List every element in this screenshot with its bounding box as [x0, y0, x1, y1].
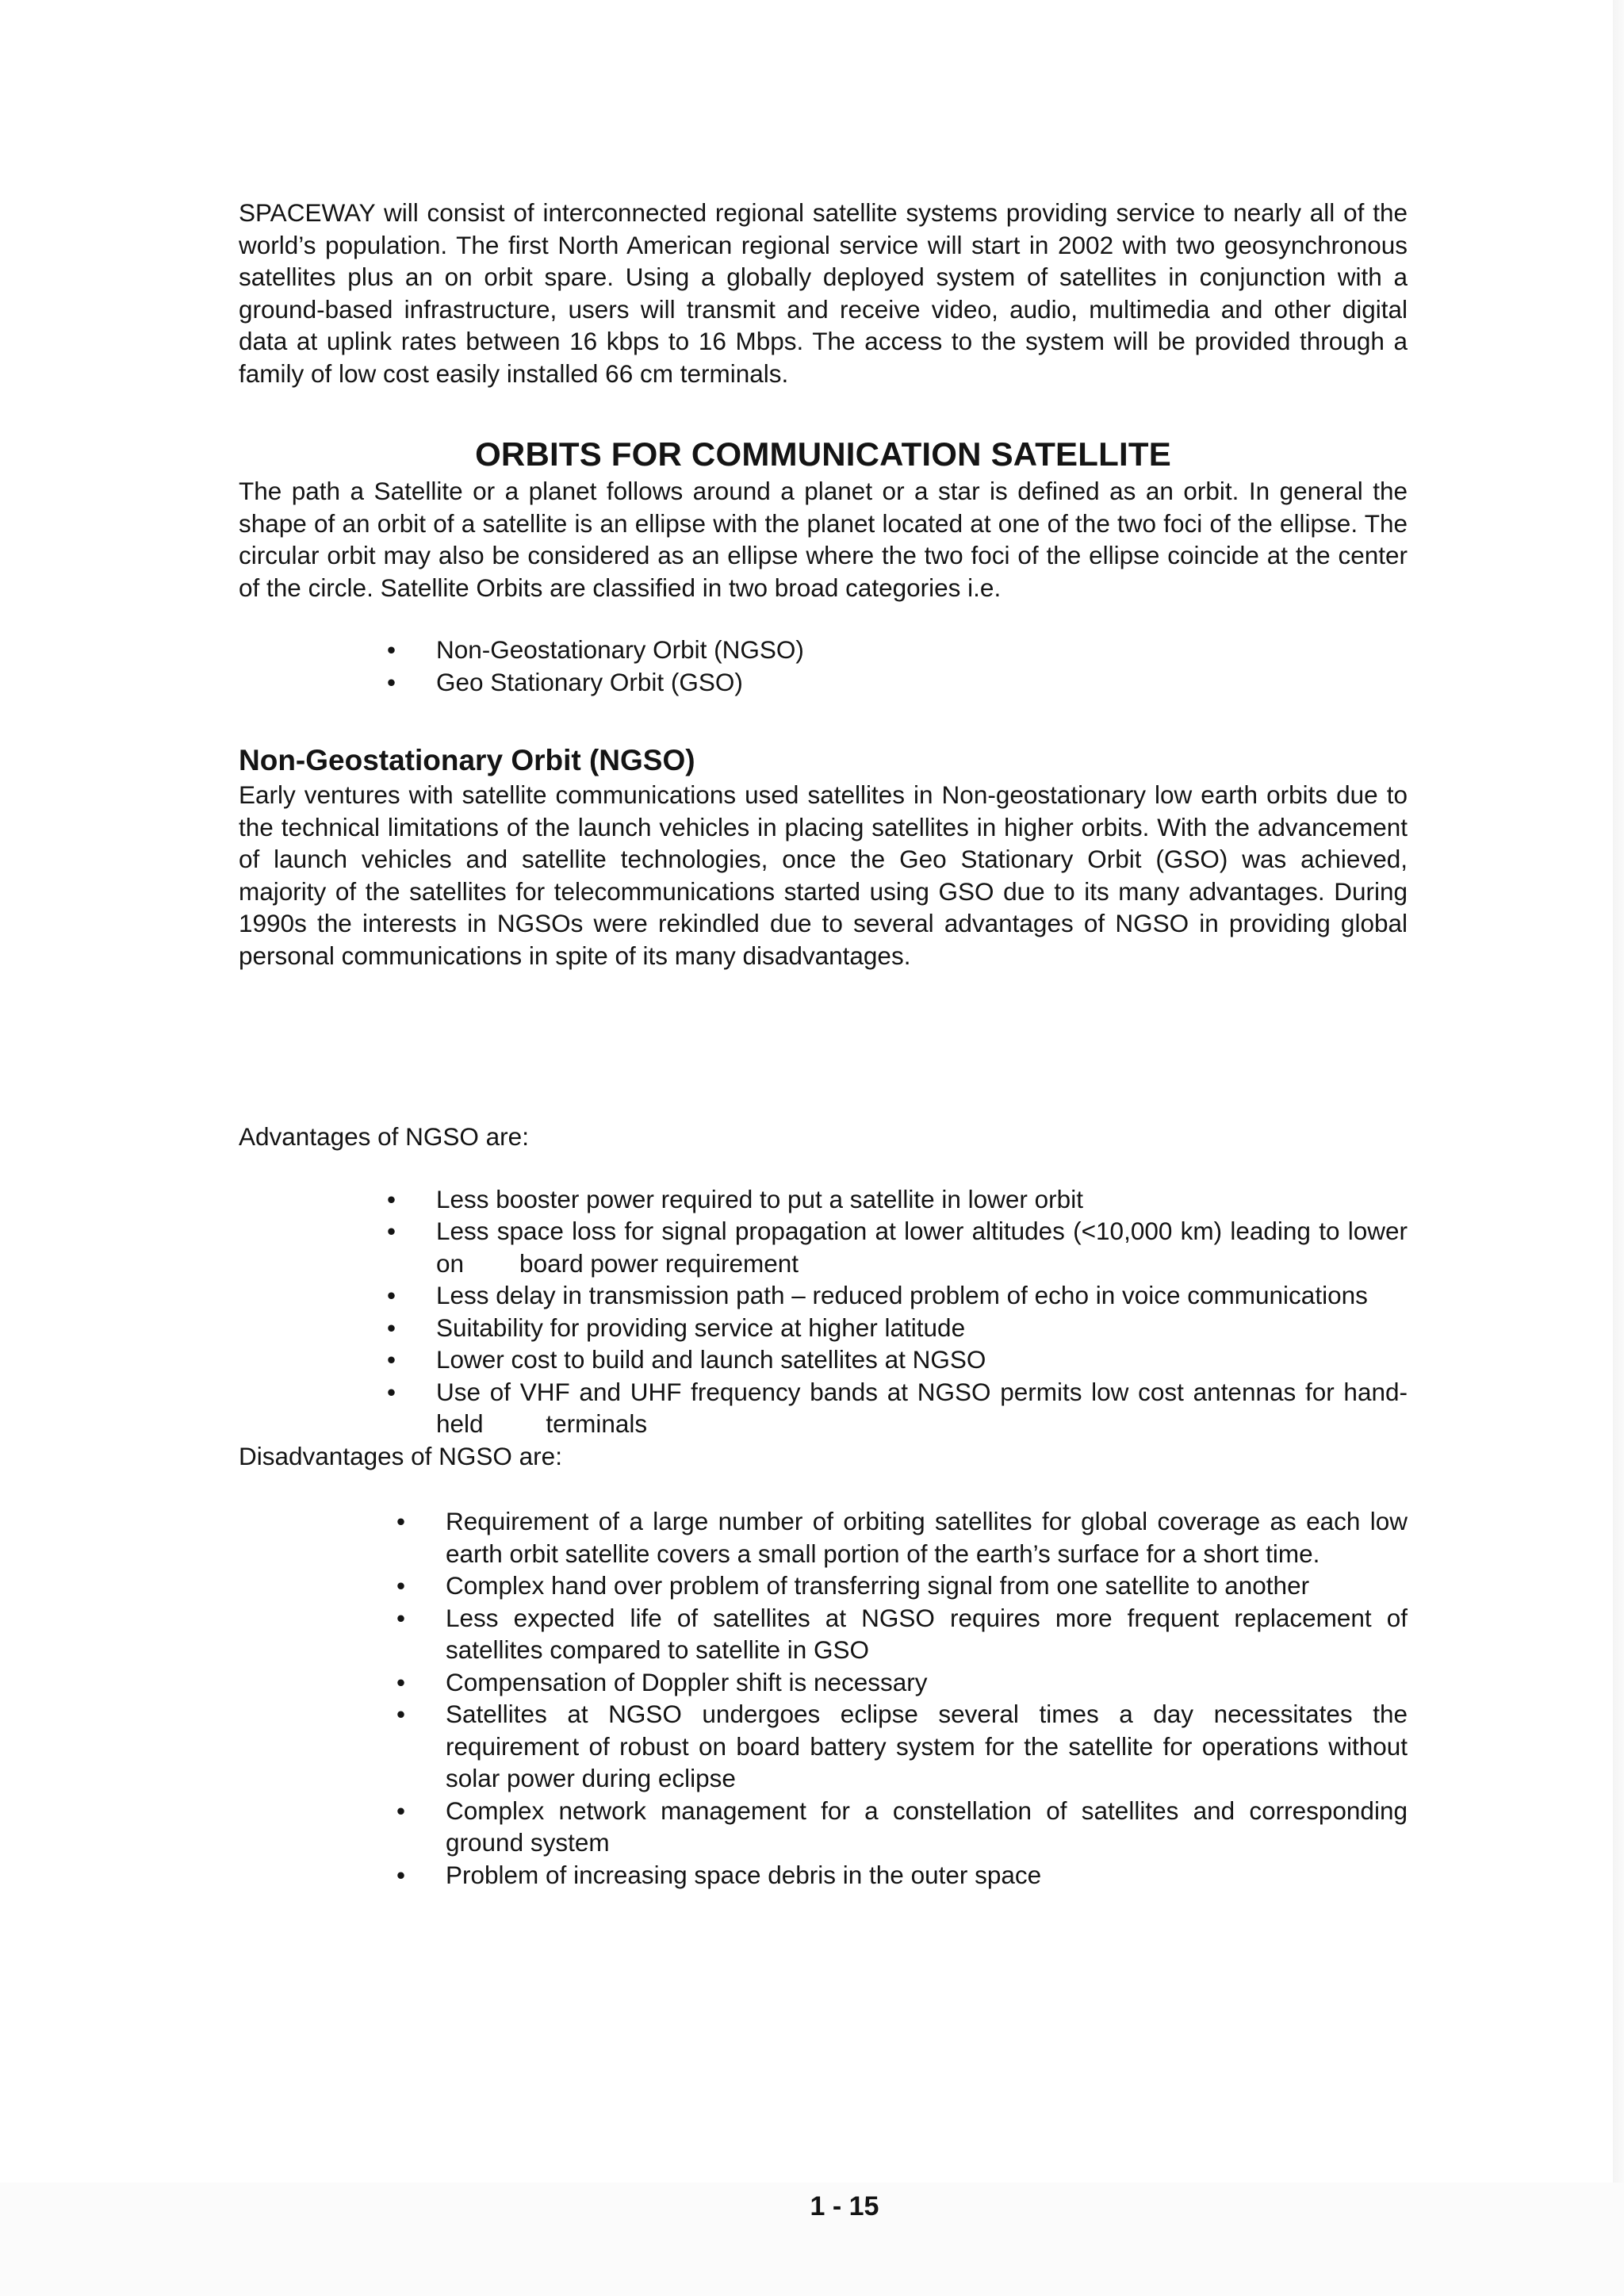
page-number: 1 - 15	[810, 2191, 879, 2221]
bullet-icon: •	[387, 1281, 396, 1309]
bullet-icon: •	[396, 1507, 406, 1535]
list-item-text: Complex hand over problem of transferring signal from one satellite to another	[446, 1571, 1310, 1600]
list-item-text: Less expected life of satellites at NGSO requires more frequent replacement of satellites compared to satellite in GSO	[446, 1603, 1408, 1664]
orbits-paragraph: The path a Satellite or a planet follows around a planet or a star is defined as an orbit. In general the shape of an orbit of a satellite is an ellipse with the planet located at one of the two foci of the ellipse. The circular orbit may also be considered as an ellipse where the two foci of the ellipse coincide at the center of the circle. Satellite Orbits are classified in two broad categories i.e.	[239, 477, 1408, 602]
list-item	[387, 666, 1408, 699]
bullet-icon: •	[396, 1571, 406, 1600]
bullet-icon: •	[396, 1796, 406, 1825]
list-item	[387, 1343, 1408, 1376]
ngso-paragraph: Early ventures with satellite communications used satellites in Non-geostationary low earth orbits due to the technical limitations of the launch vehicles in placing satellites in higher orbits. With the advancement of launch vehicles and satellite technologies, once the Geo Stationary Orbit (GSO) was achieved, majority of the satellites for telecommunications started using GSO due to its many advantages. During 1990s the interests in NGSOs were rekindled due to several advantages of NGSO in providing global personal communications in spite of its many disadvantages.	[239, 780, 1408, 970]
list-item-text: Less booster power required to put a satellite in lower orbit	[436, 1184, 1083, 1213]
list-item	[387, 1279, 1408, 1312]
disadvantages-label: Disadvantages of NGSO are:	[239, 1441, 562, 1470]
document-body	[239, 197, 1415, 1891]
intro-paragraph: SPACEWAY will consist of interconnected regional satellite systems providing service to nearly all of the world’s population. The first North American regional service will start in 2002 with two geosynchronous satellites plus an on orbit spare. Using a globally deployed system of satellites in conjunction with a ground-based infrastructure, users will transmit and receive video, audio, multimedia and other digital data at uplink rates between 16 kbps to 16 Mbps. The access to the system will be provided through a family of low cost easily installed 66 cm terminals.	[239, 198, 1408, 388]
bullet-icon: •	[387, 1377, 396, 1406]
advantages-list	[239, 1183, 1415, 1440]
bullet-icon: •	[387, 667, 396, 696]
bullet-icon: •	[396, 1603, 406, 1632]
list-item-text: Problem of increasing space debris in the outer space	[446, 1860, 1042, 1889]
bullet-icon: •	[396, 1667, 406, 1696]
disadvantages-list	[239, 1505, 1408, 1891]
list-item-text: Non-Geostationary Orbit (NGSO)	[436, 635, 804, 664]
list-item	[387, 1312, 1408, 1344]
orbit-types-list	[239, 634, 1408, 698]
list-item-text: Complex network management for a constellation of satellites and corresponding ground system	[446, 1796, 1408, 1857]
bullet-icon: •	[387, 1345, 396, 1374]
list-item	[396, 1602, 1408, 1666]
bullet-icon: •	[387, 1217, 396, 1245]
list-item-text: Geo Stationary Orbit (GSO)	[436, 667, 743, 696]
list-item-text: Use of VHF and UHF frequency bands at NGSO permits low cost antennas for hand-held terminals	[436, 1377, 1408, 1438]
list-item	[396, 1698, 1408, 1795]
page-edge-shadow	[1613, 0, 1624, 2296]
bullet-icon: •	[387, 1313, 396, 1342]
section-title: ORBITS FOR COMMUNICATION SATELLITE	[475, 435, 1171, 473]
list-item-text: Compensation of Doppler shift is necessary	[446, 1667, 928, 1696]
list-item-text: Satellites at NGSO undergoes eclipse several times a day necessitates the requirement of robust on board battery system for the satellite for operations without solar power during eclipse	[446, 1700, 1408, 1792]
list-item-text: Lower cost to build and launch satellites at NGSO	[436, 1345, 986, 1374]
blank-space	[239, 972, 1408, 1121]
list-item	[396, 1505, 1408, 1570]
bullet-icon: •	[387, 635, 396, 664]
bullet-icon: •	[396, 1860, 406, 1889]
list-item	[396, 1859, 1408, 1892]
list-item	[387, 634, 1408, 666]
bullet-icon: •	[396, 1700, 406, 1728]
bullet-icon: •	[387, 1184, 396, 1213]
ngso-heading: Non-Geostationary Orbit (NGSO)	[239, 744, 695, 776]
list-item	[387, 1215, 1415, 1279]
list-item	[387, 1183, 1408, 1216]
list-item-text: Less delay in transmission path – reduced problem of echo in voice communications	[436, 1281, 1368, 1309]
list-item	[387, 1376, 1408, 1440]
advantages-label: Advantages of NGSO are:	[239, 1122, 529, 1151]
list-item-text: Requirement of a large number of orbiting satellites for global coverage as each low earth orbit satellite covers a small portion of the earth’s surface for a short time.	[446, 1507, 1408, 1568]
list-item	[396, 1570, 1408, 1602]
list-item-text: Suitability for providing service at higher latitude	[436, 1313, 966, 1342]
list-item-text: Less space loss for signal propagation at lower altitudes (<10,000 km) leading to lower on board power requirement	[436, 1217, 1415, 1278]
list-item	[396, 1795, 1408, 1859]
list-item	[396, 1666, 1408, 1699]
